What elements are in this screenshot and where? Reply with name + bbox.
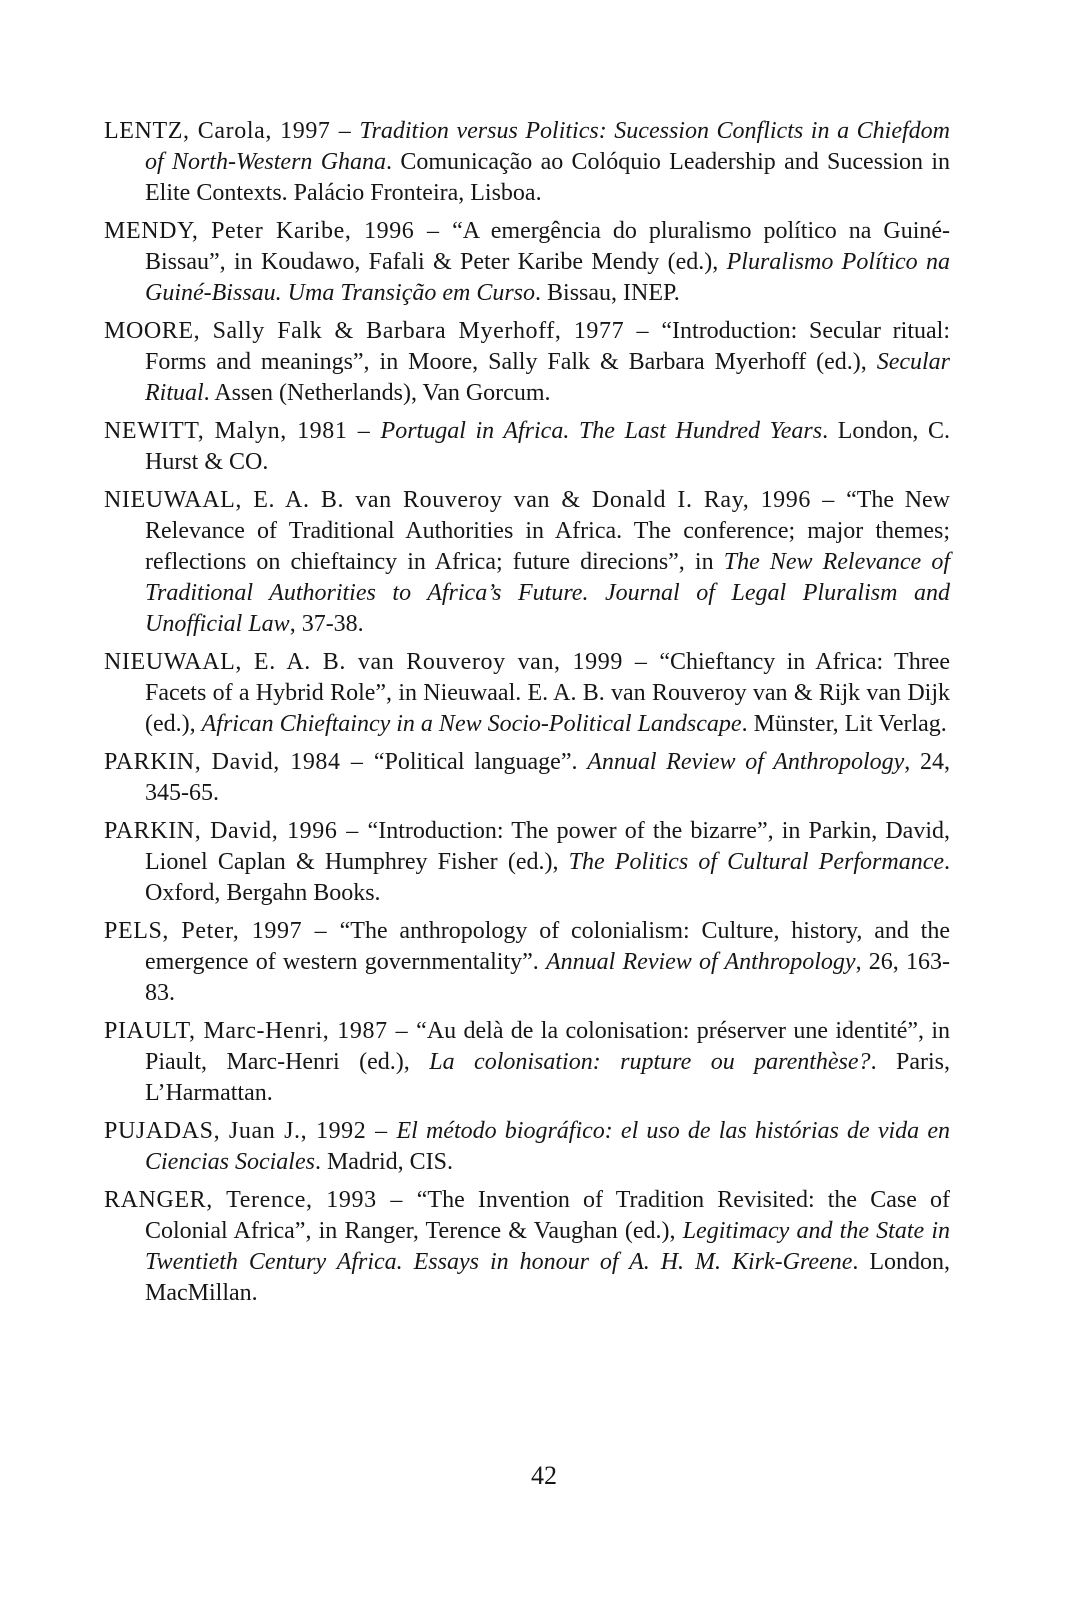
entry-author: PIAULT, Marc-Henri, 1987 – (104, 1018, 417, 1044)
entry-author: NIEUWAAL, E. A. B. van Rouveroy van, 1999 – (104, 649, 660, 675)
entry-text: . Paris, L’Harmattan. (145, 1049, 951, 1106)
entry-text: . Oxford, Bergahn Books. (145, 849, 951, 906)
entry-author: MENDY, Peter Karibe, 1996 – (104, 218, 453, 244)
bibliography-entry-nieuwaal (104, 647, 950, 740)
entry-title: Pluralismo Político na Guiné-Bissau. Uma Transição em Curso (145, 249, 950, 306)
entry-text: “Chieftancy in Africa: Three Facets of a Hybrid Role”, in Nieuwaal. E. A. B. van Rouveroy van & Rijk van Dijk (ed.), (145, 649, 950, 737)
entry-title: Secular Ritual (145, 349, 950, 406)
entry-text: “The New Relevance of Traditional Authorities in Africa. The conference; major themes; reflections on chieftaincy in Africa; future direcions”, in (145, 487, 951, 575)
entry-title: Annual Review of Anthropology (587, 749, 905, 775)
bibliography-entry-pels (104, 916, 950, 1009)
entry-text: “A emergência do pluralismo político na Guiné-Bissau”, in Koudawo, Fafali & Peter Karibe Mendy (ed.), (145, 218, 951, 275)
entry-text: . Münster, Lit Verlag. (741, 711, 947, 737)
bibliography-entry-nieuwaal-ray (104, 485, 950, 640)
entry-text: . London, C. Hurst & CO. (145, 418, 951, 475)
entry-author: PELS, Peter, 1997 – (104, 918, 340, 944)
entry-text: . Comunicação ao Colóquio Leadership and Sucession in Elite Contexts. Palácio Fronteira, Lisboa. (145, 149, 950, 206)
bibliography-entry-mendy (104, 216, 950, 309)
bibliography-entry-lentz (104, 116, 950, 209)
bibliography-list (104, 116, 950, 1316)
entry-title: Tradition versus Politics: Sucession Conflicts in a Chiefdom of North-Western Ghana (145, 118, 950, 175)
entry-text: . London, MacMillan. (145, 1249, 950, 1306)
page-number: 42 (531, 1461, 557, 1490)
entry-text: “Au delà de la colonisation: préserver une identité”, in Piault, Marc-Henri (ed.), (145, 1018, 950, 1075)
entry-text: , 37-38. (289, 611, 364, 637)
entry-text: . Madrid, CIS. (314, 1149, 453, 1175)
bibliography-entry-moore (104, 316, 950, 409)
entry-author: NIEUWAAL, E. A. B. van Rouveroy van & Donald I. Ray, 1996 – (104, 487, 847, 513)
entry-title: Legitimacy and the State in Twentieth Century Africa. Essays in honour of A. H. M. Kirk-Greene (145, 1218, 950, 1275)
entry-text: “Introduction: The power of the bizarre”, in Parkin, David, Lionel Caplan & Humphrey Fisher (ed.), (145, 818, 951, 875)
bibliography-entry-newitt (104, 416, 950, 478)
entry-text: “Political language”. (373, 749, 588, 775)
entry-text: . Assen (Netherlands), Van Gorcum. (203, 380, 551, 406)
entry-author: MOORE, Sally Falk & Barbara Myerhoff, 1977 – (104, 318, 662, 344)
entry-title: Portugal in Africa. The Last Hundred Years (380, 418, 823, 444)
entry-text: . Bissau, INEP. (535, 280, 680, 306)
bibliography-entry-piault (104, 1016, 950, 1109)
entry-title: La colonisation: rupture ou parenthèse? (429, 1049, 871, 1075)
entry-text: , 26, 163-83. (145, 949, 951, 1006)
entry-text: , 24, 345-65. (145, 749, 951, 806)
entry-text: “Introduction: Secular ritual: Forms and meanings”, in Moore, Sally Falk & Barbara Myerhoff (ed.), (145, 318, 951, 375)
entry-author: PARKIN, David, 1984 – (104, 749, 374, 775)
entry-author: PUJADAS, Juan J., 1992 – (104, 1118, 397, 1144)
entry-title: African Chieftaincy in a New Socio-Political Landscape (201, 711, 742, 737)
bibliography-entry-pujadas (104, 1116, 950, 1178)
entry-text: “The anthropology of colonialism: Culture, history, and the emergence of western governmentality”. (145, 918, 950, 975)
bibliography-entry-parkin-1984 (104, 747, 950, 809)
entry-title: Annual Review of Anthropology (545, 949, 856, 975)
entry-author: NEWITT, Malyn, 1981 – (104, 418, 381, 444)
entry-title: The New Relevance of Traditional Authorities to Africa’s Future. Journal of Legal Pluralism and Unofficial Law (145, 549, 950, 637)
entry-author: PARKIN, David, 1996 – (104, 818, 368, 844)
entry-text: “The Invention of Tradition Revisited: the Case of Colonial Africa”, in Ranger, Terence & Vaughan (ed.), (145, 1187, 950, 1244)
entry-title: The Politics of Cultural Performance (568, 849, 945, 875)
entry-author: RANGER, Terence, 1993 – (104, 1187, 417, 1213)
bibliography-entry-parkin-1996 (104, 816, 950, 909)
entry-title: El método biográfico: el uso de las histórias de vida en Ciencias Sociales (145, 1118, 950, 1175)
entry-author: LENTZ, Carola, 1997 – (104, 118, 360, 144)
bibliography-entry-ranger (104, 1185, 950, 1309)
